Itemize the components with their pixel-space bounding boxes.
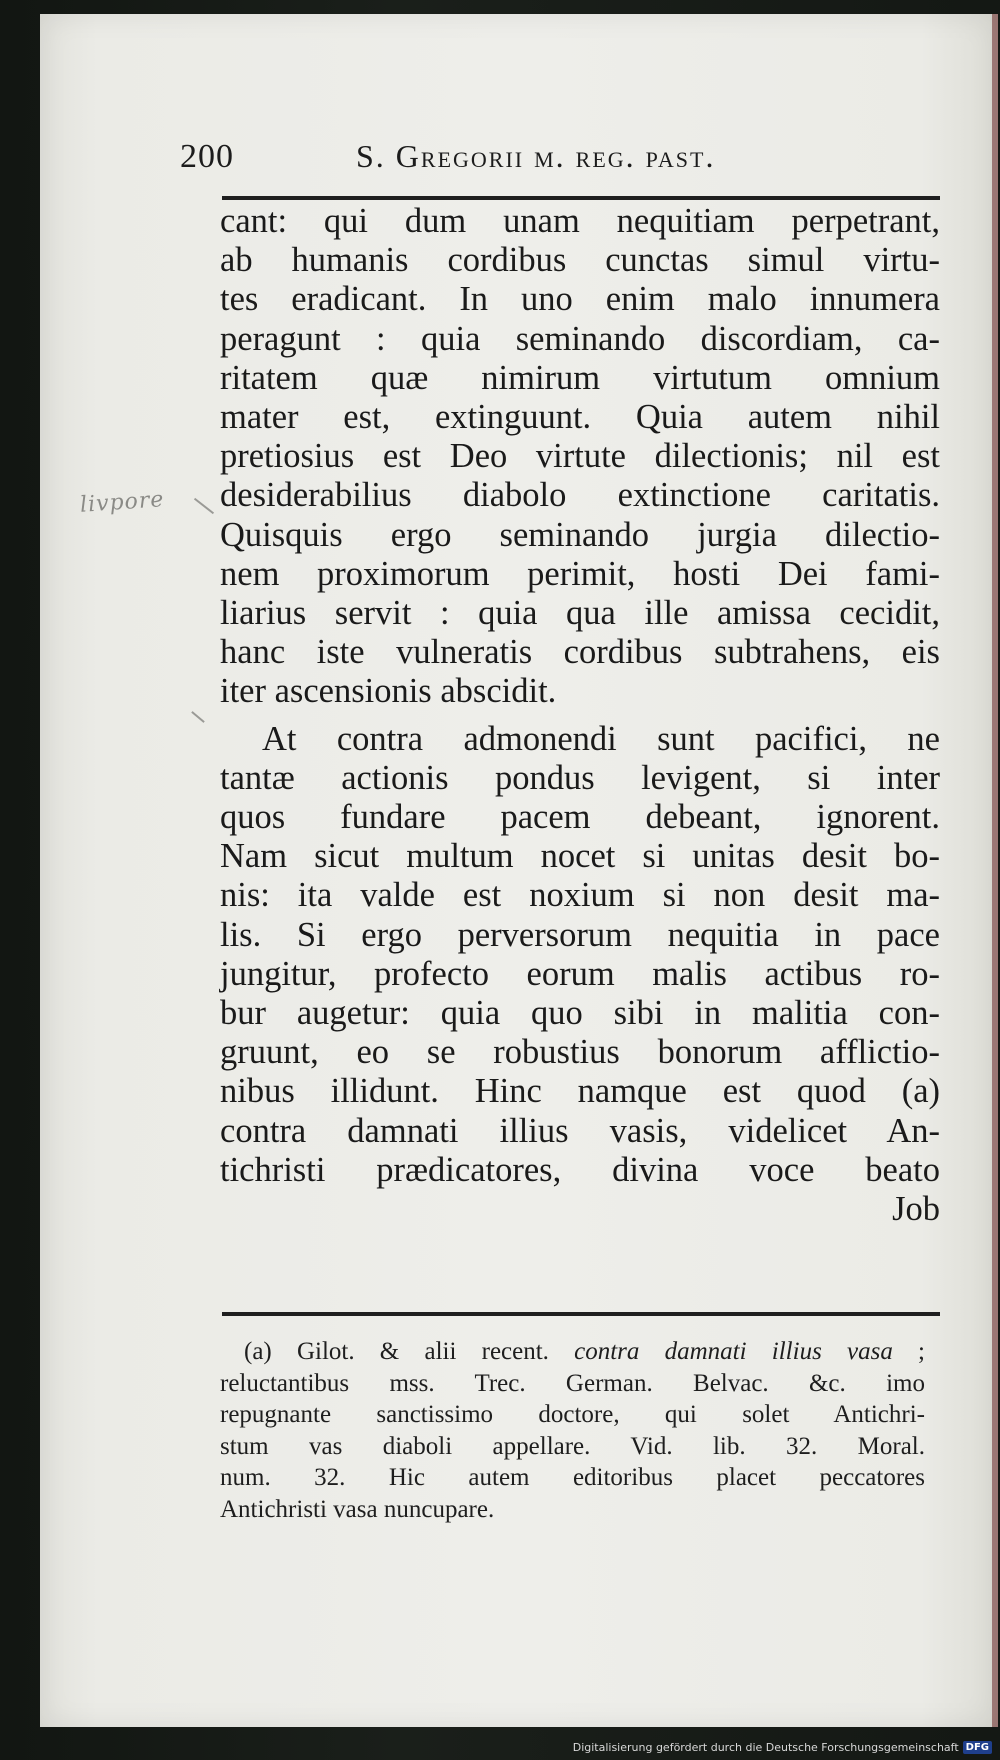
- text-line: Quisquis ergo seminando jurgia dilectio-: [220, 515, 940, 554]
- text-line: lis. Si ergo perversorum nequitia in pace: [220, 915, 940, 954]
- running-head: [180, 138, 940, 182]
- credit-text: Digitalisierung gefördert durch die Deutsche Forschungsgemeinschaft: [572, 1741, 959, 1754]
- text-line: tes eradicant. In uno enim malo innumera: [220, 280, 940, 319]
- footnote: [220, 1336, 925, 1525]
- text-line: liarius servit : quia qua ille amissa cecidit,: [220, 594, 940, 633]
- footnote-italic: contra damnati illius vasa: [574, 1338, 893, 1365]
- page-number: 200: [180, 138, 234, 175]
- handwritten-marginal-note: livpore: [79, 487, 166, 518]
- text-line: contra damnati illius vasis, videlicet An-: [220, 1111, 940, 1150]
- text-line: nem proximorum perimit, hosti Dei fami-: [220, 554, 940, 593]
- text-line: peragunt : quia seminando discordiam, ca-: [220, 319, 940, 358]
- text-line: Nam sicut multum nocet si unitas desit bo-: [220, 837, 940, 876]
- text-line: cant: qui dum unam nequitiam perpetrant,: [220, 202, 940, 240]
- text-line: tichristi prædicatores, divina voce beato: [220, 1150, 940, 1189]
- main-text: [220, 202, 940, 1229]
- text-line: hanc iste vulneratis cordibus subtrahens, eis: [220, 633, 940, 672]
- page-edge: [992, 14, 998, 1727]
- text-line: ritatem quæ nimirum virtutum omnium: [220, 358, 940, 397]
- text-line: desiderabilius diabolo extinctione caritatis.: [220, 476, 940, 515]
- text-line: iter ascensionis abscidit.: [220, 672, 557, 711]
- text-line: ab humanis cordibus cunctas simul virtu-: [220, 241, 940, 280]
- text-line: At contra admonendi sunt pacifici, ne: [262, 719, 940, 758]
- text-line: tantæ actionis pondus levigent, si inter: [220, 758, 940, 797]
- text-line: gruunt, eo se robustius bonorum afflictio-: [220, 1033, 940, 1072]
- digitization-credit: [573, 1741, 992, 1754]
- footnote-line: Antichristi vasa nuncupare.: [220, 1495, 495, 1523]
- text-line: quos fundare pacem debeant, ignorent.: [220, 798, 940, 837]
- paragraph-gap: [220, 712, 940, 720]
- text-line: jungitur, profecto eorum malis actibus ro-: [220, 954, 940, 993]
- text-line: pretiosius est Deo virtute dilectionis; nil est: [220, 437, 940, 476]
- dfg-logo: DFG: [963, 1741, 992, 1754]
- footnote-line: reluctantibus mss. Trec. German. Belvac. &c. imo: [220, 1369, 925, 1397]
- header-rule: [222, 196, 940, 200]
- running-title: S. Gregorii m. reg. past.: [356, 138, 716, 174]
- footnote-line: repugnante sanctissimo doctore, qui solet Antichri-: [220, 1401, 925, 1428]
- footnote-line: num. 32. Hic autem editoribus placet peccatores: [220, 1464, 925, 1491]
- text-line: nibus illidunt. Hinc namque est quod (a): [220, 1072, 940, 1111]
- text-line: nis: ita valde est noxium si non desit ma-: [220, 876, 940, 915]
- text-line: mater est, extinguunt. Quia autem nihil: [220, 398, 940, 437]
- footnote-text: (a) Gilot. & alii recent.: [244, 1338, 575, 1365]
- footnote-line: [220, 1336, 925, 1368]
- footnote-line: stum vas diaboli appellare. Vid. lib. 32. Moral.: [220, 1432, 925, 1460]
- catchword: Job: [892, 1190, 940, 1229]
- footnote-rule: [222, 1312, 940, 1316]
- footnote-text: ;: [892, 1338, 926, 1365]
- text-line: bur augetur: quia quo sibi in malitia con-: [220, 994, 940, 1033]
